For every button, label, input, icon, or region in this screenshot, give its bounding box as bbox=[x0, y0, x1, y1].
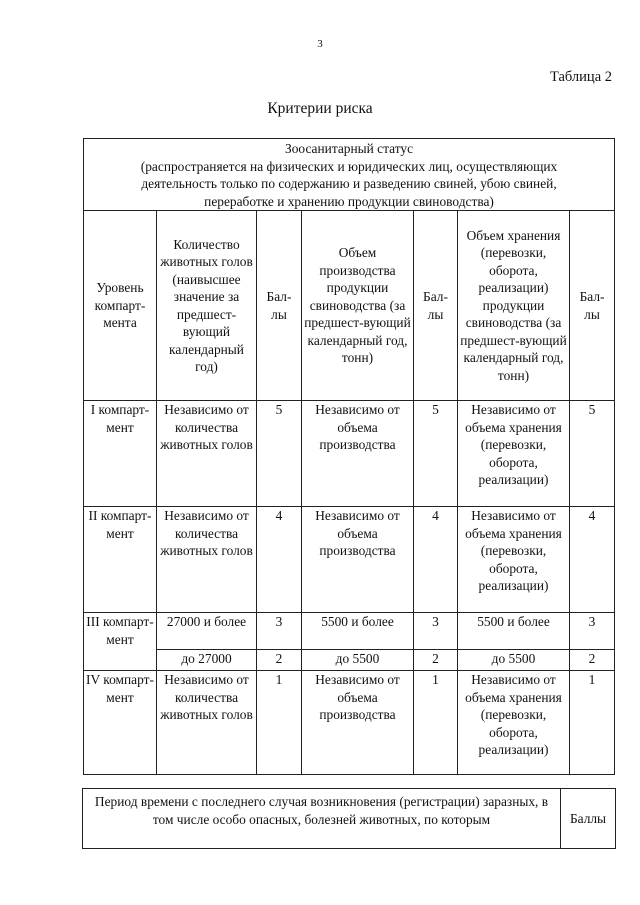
period-header-cell: Период времени с последнего случая возникновения (регистрации) заразных, в том числе особо опасных, болезней животных, по которым bbox=[83, 789, 561, 849]
production-cell: 5500 и более bbox=[302, 613, 414, 650]
production-cell: Независимо от объема производства bbox=[302, 401, 414, 507]
points-cell: 3 bbox=[570, 613, 615, 650]
header-points: Бал-лы bbox=[257, 211, 302, 401]
points-cell: 5 bbox=[570, 401, 615, 507]
points-cell: 5 bbox=[414, 401, 458, 507]
animals-cell: 27000 и более bbox=[157, 613, 257, 650]
points-cell: 1 bbox=[414, 671, 458, 775]
storage-cell: Независимо от объема хранения (перевозки, оборота, реализации) bbox=[458, 671, 570, 775]
header-level: Уровень компарт-мента bbox=[84, 211, 157, 401]
column-header-row bbox=[84, 211, 615, 401]
points-cell: 2 bbox=[414, 650, 458, 671]
status-scope-line: (распространяется на физических и юридических лиц, осуществляющих bbox=[140, 158, 558, 174]
table-row bbox=[84, 671, 615, 775]
page-number: 3 bbox=[317, 38, 323, 50]
animals-cell: Независимо от количества животных голов bbox=[157, 401, 257, 507]
storage-cell: 5500 и более bbox=[458, 613, 570, 650]
points-cell: 5 bbox=[257, 401, 302, 507]
production-cell: Независимо от объема производства bbox=[302, 671, 414, 775]
points-cell: 2 bbox=[257, 650, 302, 671]
storage-cell: до 5500 bbox=[458, 650, 570, 671]
period-points-header: Баллы bbox=[561, 789, 616, 849]
table-label: Таблица 2 bbox=[549, 69, 612, 85]
header-points: Бал-лы bbox=[570, 211, 615, 401]
level-cell: III компарт-мент bbox=[84, 613, 157, 671]
points-cell: 4 bbox=[414, 507, 458, 613]
header-storage: Объем хранения (перевозки, оборота, реализации) продукции свиноводства (за предшест-вующий календарный год, тонн) bbox=[458, 211, 570, 401]
production-cell: Независимо от объема производства bbox=[302, 507, 414, 613]
status-header-row bbox=[84, 139, 615, 211]
header-production: Объем производства продукции свиноводства (за предшест-вующий календарный год, тонн) bbox=[302, 211, 414, 401]
status-scope-line: переработке и хранению продукции свиноводства) bbox=[204, 193, 494, 209]
table-row bbox=[84, 507, 615, 613]
period-table bbox=[82, 788, 616, 849]
level-cell: II компарт-мент bbox=[84, 507, 157, 613]
storage-cell: Независимо от объема хранения (перевозки, оборота, реализации) bbox=[458, 507, 570, 613]
level-cell: IV компарт-мент bbox=[84, 671, 157, 775]
status-title: Зоосанитарный статус bbox=[285, 141, 414, 156]
points-cell: 2 bbox=[570, 650, 615, 671]
zoosanitary-status-cell bbox=[84, 139, 615, 211]
points-cell: 4 bbox=[257, 507, 302, 613]
table-row bbox=[84, 650, 615, 671]
animals-cell: Независимо от количества животных голов bbox=[157, 507, 257, 613]
points-cell: 3 bbox=[257, 613, 302, 650]
risk-criteria-table bbox=[83, 138, 615, 775]
header-points: Бал-лы bbox=[414, 211, 458, 401]
table-row bbox=[84, 613, 615, 650]
production-cell: до 5500 bbox=[302, 650, 414, 671]
points-cell: 4 bbox=[570, 507, 615, 613]
storage-cell: Независимо от объема хранения (перевозки, оборота, реализации) bbox=[458, 401, 570, 507]
level-cell: I компарт-мент bbox=[84, 401, 157, 507]
document-title: Критерии риска bbox=[267, 100, 373, 117]
animals-cell: Независимо от количества животных голов bbox=[157, 671, 257, 775]
header-animals: Количество животных голов (наивысшее значение за предшест-вующий календарный год) bbox=[157, 211, 257, 401]
points-cell: 1 bbox=[257, 671, 302, 775]
points-cell: 3 bbox=[414, 613, 458, 650]
table-row bbox=[84, 401, 615, 507]
status-scope-line: деятельность только по содержанию и разведению свиней, убою свиней, bbox=[141, 176, 557, 191]
period-header-row bbox=[83, 789, 616, 849]
points-cell: 1 bbox=[570, 671, 615, 775]
animals-cell: до 27000 bbox=[157, 650, 257, 671]
